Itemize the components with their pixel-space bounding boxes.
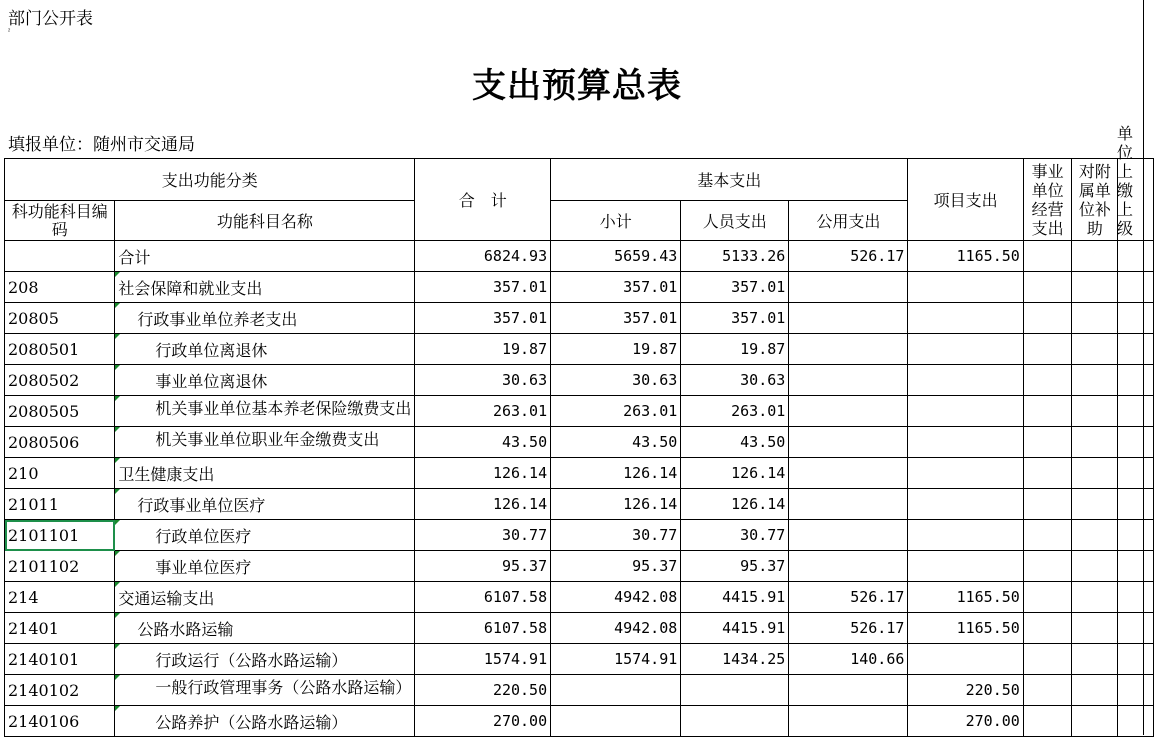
cell-empty[interactable] [1023,613,1072,644]
cell-personnel[interactable]: 30.77 [681,520,789,551]
table-row [5,675,1154,706]
cell-code[interactable] [5,241,115,272]
cell-total[interactable]: 126.14 [415,458,551,489]
cell-subtotal[interactable]: 30.63 [551,365,681,396]
cell-name[interactable]: 合计 [115,241,415,272]
cell-empty[interactable] [1023,520,1072,551]
cell-name[interactable]: 卫生健康支出 [115,458,415,489]
cell-name[interactable]: 行政事业单位医疗 [115,489,415,520]
table-row [5,458,1154,489]
cell-code[interactable]: 208 [5,272,115,303]
cell-empty[interactable] [1072,303,1118,334]
budget-table [4,158,1154,737]
cell-empty[interactable] [1023,675,1072,706]
cell-project[interactable]: 270.00 [908,706,1023,737]
cell-total[interactable]: 126.14 [415,489,551,520]
cell-public[interactable] [789,303,908,334]
cell-code[interactable]: 20805 [5,303,115,334]
cell-code[interactable]: 210 [5,458,115,489]
cell-empty[interactable] [1023,644,1072,675]
cell-code[interactable]: 214 [5,582,115,613]
cell-total[interactable]: 263.01 [415,396,551,427]
cell-total[interactable]: 6824.93 [415,241,551,272]
cell-personnel[interactable]: 357.01 [681,272,789,303]
cell-public[interactable] [789,489,908,520]
cell-subtotal[interactable]: 4942.08 [551,582,681,613]
unit-label: 填报单位： [8,135,93,155]
cell-empty[interactable] [1118,613,1154,644]
cell-empty[interactable] [1072,582,1118,613]
cell-public[interactable] [789,706,908,737]
cell-personnel[interactable]: 4415.91 [681,582,789,613]
cell-public[interactable]: 526.17 [789,613,908,644]
cell-code[interactable]: 2080502 [5,365,115,396]
cell-public[interactable] [789,520,908,551]
cell-total[interactable]: 6107.58 [415,582,551,613]
cell-project[interactable] [908,458,1023,489]
cell-empty[interactable] [1118,272,1154,303]
cell-subtotal[interactable]: 30.77 [551,520,681,551]
cell-project[interactable] [908,551,1023,582]
cell-subtotal[interactable]: 4942.08 [551,613,681,644]
cell-total[interactable]: 43.50 [415,427,551,458]
cell-empty[interactable] [1023,272,1072,303]
cell-empty[interactable] [1023,365,1072,396]
cell-subtotal[interactable]: 43.50 [551,427,681,458]
cell-public[interactable]: 526.17 [789,582,908,613]
cell-project[interactable] [908,365,1023,396]
cell-public[interactable] [789,396,908,427]
cell-personnel[interactable]: 126.14 [681,458,789,489]
cell-empty[interactable] [1023,551,1072,582]
cell-project[interactable]: 1165.50 [908,241,1023,272]
table-row [5,241,1154,272]
cell-empty[interactable] [1072,613,1118,644]
cell-empty[interactable] [1072,520,1118,551]
cell-project[interactable] [908,427,1023,458]
header-project[interactable]: 项目支出 [908,159,1023,241]
cell-subtotal[interactable]: 95.37 [551,551,681,582]
cell-name[interactable]: 社会保障和就业支出 [115,272,415,303]
cell-empty[interactable] [1023,582,1072,613]
page-title: 支出预算总表 [472,66,682,106]
cell-public[interactable] [789,551,908,582]
cell-subtotal[interactable]: 357.01 [551,272,681,303]
cell-personnel[interactable]: 5133.26 [681,241,789,272]
reporting-unit [8,130,195,155]
cell-code[interactable]: 2101101 [5,520,115,551]
cell-empty[interactable] [1118,582,1154,613]
cell-empty[interactable] [1023,706,1072,737]
cell-project[interactable] [908,489,1023,520]
cell-name[interactable]: 一般行政管理事务（公路水路运输） [115,675,415,706]
cell-empty[interactable] [1072,644,1118,675]
cell-code[interactable]: 2140101 [5,644,115,675]
cell-empty[interactable] [1118,303,1154,334]
table-row [5,334,1154,365]
cell-public[interactable] [789,365,908,396]
header-biz-ops[interactable]: 事业单位经营支出 [1023,159,1072,241]
cell-personnel[interactable]: 30.63 [681,365,789,396]
cell-total[interactable]: 6107.58 [415,613,551,644]
cell-name[interactable]: 事业单位医疗 [115,551,415,582]
table-row [5,427,1154,458]
cell-project[interactable] [908,272,1023,303]
cell-code[interactable]: 2080501 [5,334,115,365]
cell-empty[interactable] [1023,489,1072,520]
cell-empty[interactable] [1023,241,1072,272]
cell-empty[interactable] [1023,334,1072,365]
cell-subtotal[interactable]: 126.14 [551,489,681,520]
cell-empty[interactable] [1023,303,1072,334]
cell-subtotal[interactable] [551,706,681,737]
cell-project[interactable]: 220.50 [908,675,1023,706]
cell-total[interactable]: 95.37 [415,551,551,582]
cell-empty[interactable] [1072,675,1118,706]
cell-code[interactable]: 21011 [5,489,115,520]
cell-personnel[interactable] [681,675,789,706]
cell-code[interactable]: 2080506 [5,427,115,458]
cell-empty[interactable] [1023,396,1072,427]
cell-total[interactable]: 1574.91 [415,644,551,675]
header-subtotal[interactable]: 小计 [551,201,681,241]
cell-name[interactable]: 事业单位离退休 [115,365,415,396]
cell-personnel[interactable]: 126.14 [681,489,789,520]
cell-personnel[interactable] [681,706,789,737]
cell-empty[interactable] [1072,334,1118,365]
cell-subtotal[interactable]: 5659.43 [551,241,681,272]
cell-empty[interactable] [1118,489,1154,520]
cell-name[interactable]: 行政单位医疗 [115,520,415,551]
cell-public[interactable] [789,675,908,706]
cell-personnel[interactable]: 1434.25 [681,644,789,675]
header-total[interactable]: 合 计 [415,159,551,241]
cell-public[interactable]: 526.17 [789,241,908,272]
cell-empty[interactable] [1023,458,1072,489]
table-row [5,706,1154,737]
cell-personnel[interactable]: 263.01 [681,396,789,427]
cell-name[interactable]: 公路养护（公路水路运输） [115,706,415,737]
cell-empty[interactable] [1118,334,1154,365]
cell-personnel[interactable]: 43.50 [681,427,789,458]
cell-project[interactable] [908,644,1023,675]
cell-personnel[interactable]: 95.37 [681,551,789,582]
cell-empty[interactable] [1072,489,1118,520]
cell-project[interactable] [908,303,1023,334]
cell-empty[interactable] [1118,458,1154,489]
cell-personnel[interactable]: 4415.91 [681,613,789,644]
unit-name: 随州市交通局 [93,135,195,155]
cell-subtotal[interactable]: 357.01 [551,303,681,334]
cell-name[interactable]: 行政单位离退休 [115,334,415,365]
table-row [5,613,1154,644]
cell-empty[interactable] [1118,396,1154,427]
cell-total[interactable]: 220.50 [415,675,551,706]
cell-code[interactable]: 2140102 [5,675,115,706]
cell-subtotal[interactable]: 263.01 [551,396,681,427]
cell-empty[interactable] [1118,551,1154,582]
header-personnel[interactable]: 人员支出 [681,201,789,241]
table-row [5,551,1154,582]
cell-project[interactable]: 1165.50 [908,582,1023,613]
cell-empty[interactable] [1118,520,1154,551]
cell-project[interactable]: 1165.50 [908,613,1023,644]
table-row [5,582,1154,613]
cell-empty[interactable] [1072,427,1118,458]
table-row [5,365,1154,396]
cell-empty[interactable] [1072,272,1118,303]
header-sub-subsidy[interactable]: 对附属单位补助 [1072,159,1118,241]
cell-total[interactable]: 357.01 [415,303,551,334]
cell-code[interactable]: 2140106 [5,706,115,737]
cell-project[interactable] [908,334,1023,365]
cell-empty[interactable] [1118,427,1154,458]
cell-name[interactable]: 行政运行（公路水路运输） [115,644,415,675]
table-row [5,489,1154,520]
cell-empty[interactable] [1023,427,1072,458]
header-code[interactable]: 科功能科目编码 [5,201,115,241]
table-row [5,520,1154,551]
table-row [5,644,1154,675]
cell-total[interactable]: 30.77 [415,520,551,551]
cell-public[interactable] [789,272,908,303]
cell-public[interactable] [789,334,908,365]
table-row [5,396,1154,427]
cell-name[interactable]: 公路水路运输 [115,613,415,644]
cell-empty[interactable] [1118,365,1154,396]
cell-empty[interactable] [1118,644,1154,675]
cell-empty[interactable] [1118,675,1154,706]
cell-empty[interactable] [1072,551,1118,582]
cell-empty[interactable] [1072,706,1118,737]
cell-empty[interactable] [1118,706,1154,737]
cell-personnel[interactable]: 357.01 [681,303,789,334]
table-row [5,272,1154,303]
header-upper-pay-cell[interactable] [1118,159,1154,241]
header-func-class[interactable]: 支出功能分类 [5,159,415,201]
cell-name[interactable]: 行政事业单位养老支出 [115,303,415,334]
cell-empty[interactable] [1072,396,1118,427]
cell-subtotal[interactable]: 126.14 [551,458,681,489]
header-basic[interactable]: 基本支出 [551,159,908,201]
cell-subtotal[interactable]: 19.87 [551,334,681,365]
cell-name[interactable]: 机关事业单位职业年金缴费支出 [115,427,415,458]
header-upper-pay: 单位上缴上级 [1116,124,1133,238]
cell-subtotal[interactable]: 1574.91 [551,644,681,675]
cell-personnel[interactable]: 19.87 [681,334,789,365]
cell-empty[interactable] [1072,458,1118,489]
header-name[interactable]: 功能科目名称 [115,201,415,241]
cell-public[interactable] [789,458,908,489]
cell-code[interactable]: 21401 [5,613,115,644]
table-row [5,303,1154,334]
cell-empty[interactable] [1072,365,1118,396]
header-public[interactable]: 公用支出 [789,201,908,241]
cell-name[interactable]: 机关事业单位基本养老保险缴费支出 [115,396,415,427]
cell-project[interactable] [908,396,1023,427]
cell-empty[interactable] [1072,241,1118,272]
cell-total[interactable]: 30.63 [415,365,551,396]
cell-public[interactable]: 140.66 [789,644,908,675]
cell-subtotal[interactable] [551,675,681,706]
cell-total[interactable]: 357.01 [415,272,551,303]
cell-empty[interactable] [1118,241,1154,272]
cell-total[interactable]: 270.00 [415,706,551,737]
cell-name[interactable]: 交通运输支出 [115,582,415,613]
cell-code[interactable]: 2101102 [5,551,115,582]
cell-project[interactable] [908,520,1023,551]
cell-public[interactable] [789,427,908,458]
dept-label: 部门公开表 [8,9,93,29]
cell-code[interactable]: 2080505 [5,396,115,427]
cell-marker: ˀ [8,28,11,38]
cell-total[interactable]: 19.87 [415,334,551,365]
